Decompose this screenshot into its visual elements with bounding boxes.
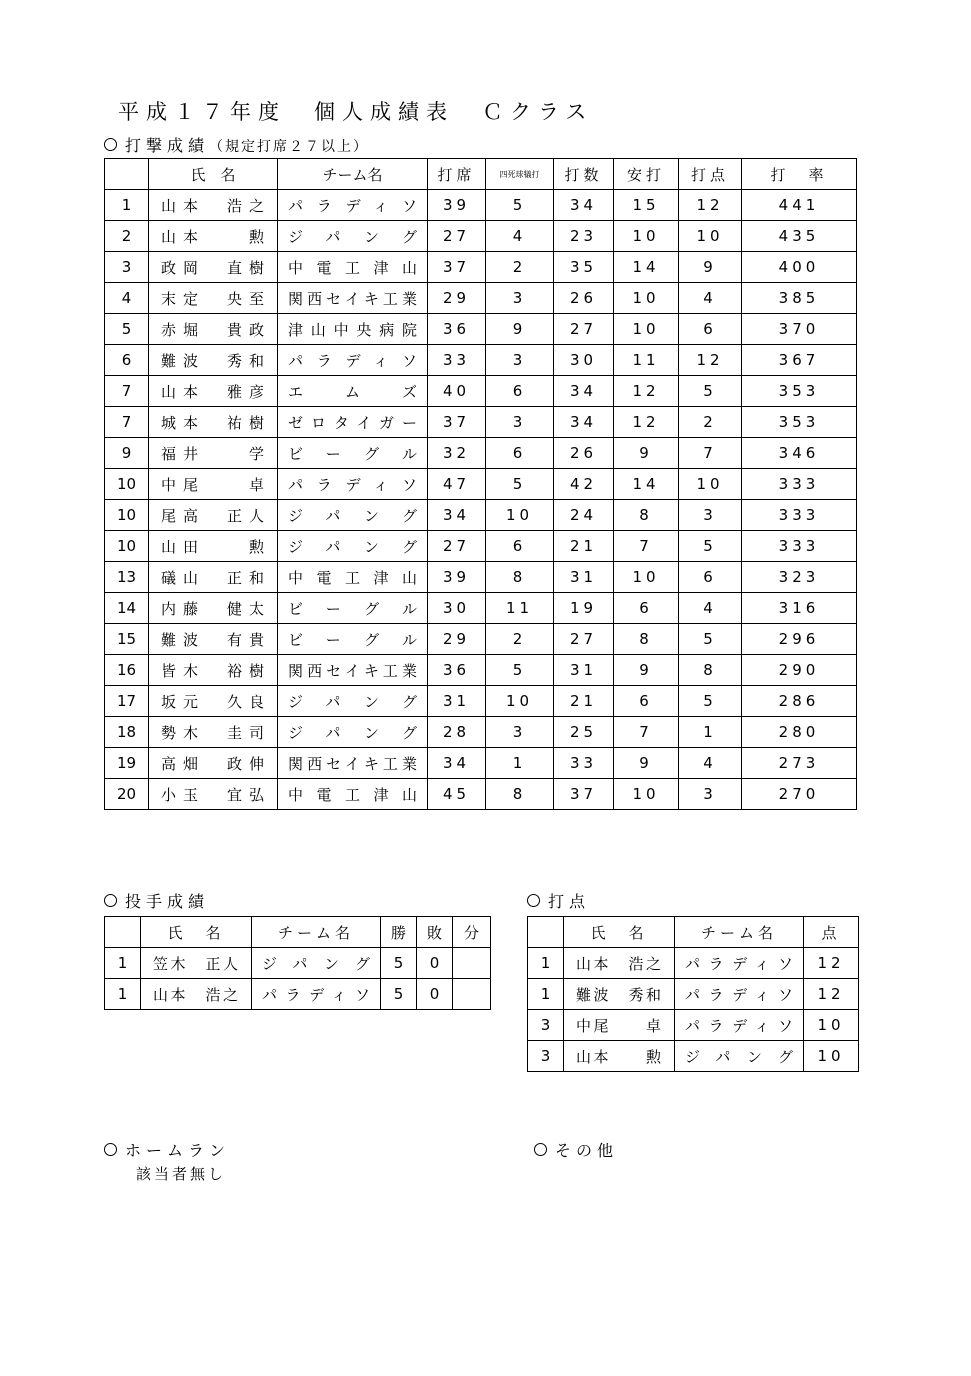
batting-cell: 6 — [486, 376, 554, 407]
rbi-header-cell — [528, 917, 564, 948]
batting-cell: 367 — [742, 345, 857, 376]
batting-cell: 6 — [614, 593, 679, 624]
pitching-cell — [453, 948, 491, 979]
batting-cell: 3 — [486, 345, 554, 376]
batting-cell: 10 — [614, 221, 679, 252]
batting-cell: 8 — [614, 500, 679, 531]
rbi-header-row — [528, 917, 859, 948]
rbi-cell: パラディソ — [675, 979, 804, 1010]
pitching-heading-label: 投手成績 — [125, 892, 210, 911]
batting-cell: 333 — [742, 500, 857, 531]
batting-cell: 25 — [554, 717, 614, 748]
batting-cell: 7 — [679, 438, 742, 469]
rbi-cell: パラディソ — [675, 948, 804, 979]
batting-cell: 39 — [428, 562, 486, 593]
batting-cell: 9 — [486, 314, 554, 345]
batting-cell: 17 — [105, 686, 149, 717]
batting-row — [105, 531, 857, 562]
rbi-cell: 中尾 卓 — [564, 1010, 675, 1041]
rbi-cell: 難波 秀和 — [564, 979, 675, 1010]
pitching-header-cell: 分 — [453, 917, 491, 948]
batting-cell: ビーグル — [278, 624, 428, 655]
batting-heading — [104, 133, 369, 156]
batting-cell: 353 — [742, 407, 857, 438]
batting-cell: 40 — [428, 376, 486, 407]
batting-cell: 316 — [742, 593, 857, 624]
batting-row — [105, 686, 857, 717]
homerun-heading — [104, 1138, 230, 1161]
circle-icon — [104, 1143, 117, 1156]
batting-cell: 270 — [742, 779, 857, 810]
batting-cell: 2 — [679, 407, 742, 438]
batting-row — [105, 376, 857, 407]
pitching-row — [105, 979, 491, 1010]
batting-cell: 12 — [614, 376, 679, 407]
batting-cell: 24 — [554, 500, 614, 531]
pitching-cell: 1 — [105, 979, 141, 1010]
batting-cell: 1 — [105, 190, 149, 221]
batting-cell: 15 — [614, 190, 679, 221]
batting-cell: 21 — [554, 531, 614, 562]
batting-cell: 29 — [428, 624, 486, 655]
batting-cell: 山本 雅彦 — [149, 376, 278, 407]
batting-cell: 5 — [486, 190, 554, 221]
rbi-cell: パラディソ — [675, 1010, 804, 1041]
rbi-row — [528, 979, 859, 1010]
rbi-cell: 10 — [804, 1041, 859, 1072]
batting-header-cell: チーム名 — [278, 159, 428, 190]
batting-row — [105, 438, 857, 469]
batting-cell: 4 — [679, 748, 742, 779]
batting-table — [104, 158, 857, 810]
batting-cell: 難波 有貴 — [149, 624, 278, 655]
batting-cell: 15 — [105, 624, 149, 655]
batting-cell: 14 — [105, 593, 149, 624]
batting-cell: 39 — [428, 190, 486, 221]
batting-row — [105, 779, 857, 810]
batting-cell: 11 — [486, 593, 554, 624]
batting-cell: ゼロタイガー — [278, 407, 428, 438]
batting-cell: 山本 勲 — [149, 221, 278, 252]
batting-cell: 12 — [614, 407, 679, 438]
batting-cell: 勢木 圭司 — [149, 717, 278, 748]
batting-cell: 13 — [105, 562, 149, 593]
batting-heading-label: 打撃成績 — [125, 136, 210, 155]
batting-cell: 9 — [679, 252, 742, 283]
batting-cell: 6 — [679, 314, 742, 345]
pitching-cell: 0 — [417, 948, 453, 979]
batting-note: （規定打席２７以上） — [209, 139, 370, 155]
rbi-header-cell: 点 — [804, 917, 859, 948]
batting-row — [105, 252, 857, 283]
rbi-heading-label: 打点 — [548, 892, 591, 911]
batting-cell: 1 — [486, 748, 554, 779]
batting-cell: パラディソ — [278, 345, 428, 376]
batting-cell: ジパング — [278, 531, 428, 562]
batting-row — [105, 314, 857, 345]
pitching-cell: 笠木 正人 — [141, 948, 252, 979]
batting-cell: 末定 央至 — [149, 283, 278, 314]
batting-cell: 29 — [428, 283, 486, 314]
batting-cell: 8 — [486, 779, 554, 810]
batting-cell: 中電工津山 — [278, 562, 428, 593]
batting-cell: 4 — [486, 221, 554, 252]
batting-cell: 4 — [679, 593, 742, 624]
batting-cell: 27 — [428, 221, 486, 252]
batting-header-cell: 打点 — [679, 159, 742, 190]
batting-cell: 441 — [742, 190, 857, 221]
batting-header-cell: 四死球犠打 — [486, 159, 554, 190]
batting-cell: 26 — [554, 283, 614, 314]
rbi-header-cell: チーム名 — [675, 917, 804, 948]
batting-cell: 12 — [679, 190, 742, 221]
batting-cell: 37 — [428, 407, 486, 438]
batting-cell: 3 — [679, 500, 742, 531]
batting-cell: 1 — [679, 717, 742, 748]
batting-cell: 19 — [105, 748, 149, 779]
batting-cell: 10 — [614, 779, 679, 810]
batting-cell: 難波 秀和 — [149, 345, 278, 376]
batting-cell: 5 — [105, 314, 149, 345]
batting-cell: 2 — [486, 624, 554, 655]
pitching-cell: 0 — [417, 979, 453, 1010]
pitching-cell: 1 — [105, 948, 141, 979]
batting-cell: 5 — [679, 624, 742, 655]
batting-cell: 385 — [742, 283, 857, 314]
batting-cell: 34 — [554, 190, 614, 221]
batting-cell: 21 — [554, 686, 614, 717]
other-heading-label: その他 — [555, 1141, 619, 1160]
pitching-cell: ジパング — [252, 948, 381, 979]
batting-cell: 10 — [614, 283, 679, 314]
batting-cell: 7 — [614, 531, 679, 562]
pitching-header-cell: 勝 — [381, 917, 417, 948]
batting-row — [105, 500, 857, 531]
batting-cell: 5 — [486, 655, 554, 686]
batting-cell: 333 — [742, 531, 857, 562]
rbi-heading — [527, 889, 590, 912]
rbi-cell: 10 — [804, 1010, 859, 1041]
homerun-heading-label: ホームラン — [125, 1141, 231, 1160]
batting-cell: 7 — [105, 407, 149, 438]
pitching-header-cell: 敗 — [417, 917, 453, 948]
batting-cell: 尾高 正人 — [149, 500, 278, 531]
batting-cell: 小玉 宜弘 — [149, 779, 278, 810]
batting-cell: 28 — [428, 717, 486, 748]
batting-cell: 9 — [614, 438, 679, 469]
batting-cell: 高畑 政伸 — [149, 748, 278, 779]
batting-cell: 19 — [554, 593, 614, 624]
batting-cell: 4 — [105, 283, 149, 314]
batting-cell: 27 — [554, 314, 614, 345]
batting-cell: 31 — [428, 686, 486, 717]
batting-cell: 400 — [742, 252, 857, 283]
pitching-row — [105, 948, 491, 979]
batting-cell: 14 — [614, 252, 679, 283]
batting-cell: 10 — [679, 469, 742, 500]
batting-cell: 10 — [614, 562, 679, 593]
batting-cell: 37 — [428, 252, 486, 283]
rbi-cell: 山本 浩之 — [564, 948, 675, 979]
rbi-cell: 1 — [528, 948, 564, 979]
batting-row — [105, 717, 857, 748]
batting-cell: 3 — [486, 407, 554, 438]
batting-cell: パラディソ — [278, 190, 428, 221]
batting-cell: 関西セイキ工業 — [278, 655, 428, 686]
batting-row — [105, 345, 857, 376]
batting-cell: 8 — [486, 562, 554, 593]
pitching-cell: 山本 浩之 — [141, 979, 252, 1010]
batting-cell: 津山中央病院 — [278, 314, 428, 345]
batting-cell: 5 — [486, 469, 554, 500]
batting-header-cell: 安打 — [614, 159, 679, 190]
batting-cell: 10 — [105, 531, 149, 562]
batting-cell: 関西セイキ工業 — [278, 283, 428, 314]
batting-cell: 中電工津山 — [278, 779, 428, 810]
batting-row — [105, 190, 857, 221]
batting-cell: 31 — [554, 655, 614, 686]
batting-header-row — [105, 159, 857, 190]
batting-cell: 山田 勲 — [149, 531, 278, 562]
batting-cell: 福井 学 — [149, 438, 278, 469]
batting-cell: 2 — [486, 252, 554, 283]
batting-cell: 9 — [614, 655, 679, 686]
batting-cell: 3 — [486, 717, 554, 748]
batting-cell: 36 — [428, 314, 486, 345]
circle-icon — [104, 138, 117, 151]
batting-cell: 10 — [105, 500, 149, 531]
batting-cell: 296 — [742, 624, 857, 655]
batting-cell: 10 — [486, 686, 554, 717]
batting-cell: 5 — [679, 376, 742, 407]
batting-cell: 30 — [554, 345, 614, 376]
batting-cell: ジパング — [278, 500, 428, 531]
batting-cell: 7 — [614, 717, 679, 748]
batting-cell: 27 — [428, 531, 486, 562]
page-title: 平成１７年度 個人成績表 Ｃクラス — [118, 100, 594, 124]
batting-cell: 34 — [428, 500, 486, 531]
pitching-cell: 5 — [381, 948, 417, 979]
batting-cell: ビーグル — [278, 438, 428, 469]
batting-cell: 10 — [679, 221, 742, 252]
pitching-cell: 5 — [381, 979, 417, 1010]
batting-cell: ジパング — [278, 221, 428, 252]
batting-cell: 政岡 直樹 — [149, 252, 278, 283]
batting-cell: 14 — [614, 469, 679, 500]
batting-cell: 47 — [428, 469, 486, 500]
batting-row — [105, 655, 857, 686]
batting-cell: 9 — [614, 748, 679, 779]
batting-cell: 3 — [679, 779, 742, 810]
rbi-row — [528, 1010, 859, 1041]
batting-cell: 関西セイキ工業 — [278, 748, 428, 779]
other-heading — [534, 1138, 618, 1161]
batting-cell: 8 — [614, 624, 679, 655]
batting-cell: 333 — [742, 469, 857, 500]
batting-cell: 273 — [742, 748, 857, 779]
batting-cell: 2 — [105, 221, 149, 252]
circle-icon — [534, 1143, 547, 1156]
pitching-cell: パラディソ — [252, 979, 381, 1010]
batting-cell: 16 — [105, 655, 149, 686]
rbi-row — [528, 1041, 859, 1072]
batting-cell: 9 — [105, 438, 149, 469]
rbi-cell: 3 — [528, 1010, 564, 1041]
batting-cell: 7 — [105, 376, 149, 407]
batting-cell: 34 — [428, 748, 486, 779]
batting-cell: 31 — [554, 562, 614, 593]
batting-cell: 33 — [428, 345, 486, 376]
batting-cell: 45 — [428, 779, 486, 810]
batting-row — [105, 283, 857, 314]
rbi-cell: 山本 勲 — [564, 1041, 675, 1072]
batting-cell: 中電工津山 — [278, 252, 428, 283]
batting-cell: エムズ — [278, 376, 428, 407]
batting-cell: 23 — [554, 221, 614, 252]
batting-cell: 皆木 裕樹 — [149, 655, 278, 686]
batting-cell: 10 — [614, 314, 679, 345]
batting-cell: 6 — [679, 562, 742, 593]
batting-cell: 37 — [554, 779, 614, 810]
batting-row — [105, 748, 857, 779]
batting-cell: 3 — [105, 252, 149, 283]
rbi-cell: 12 — [804, 979, 859, 1010]
batting-cell: 坂元 久良 — [149, 686, 278, 717]
batting-cell: 11 — [614, 345, 679, 376]
batting-cell: 35 — [554, 252, 614, 283]
batting-cell: 8 — [679, 655, 742, 686]
batting-cell: 34 — [554, 376, 614, 407]
batting-header-cell: 打席 — [428, 159, 486, 190]
batting-cell: 内藤 健太 — [149, 593, 278, 624]
pitching-header-cell: 氏 名 — [141, 917, 252, 948]
batting-cell: 33 — [554, 748, 614, 779]
batting-cell: 353 — [742, 376, 857, 407]
batting-cell: 5 — [679, 531, 742, 562]
batting-cell: 323 — [742, 562, 857, 593]
batting-cell: 286 — [742, 686, 857, 717]
batting-cell: 12 — [679, 345, 742, 376]
batting-cell: 26 — [554, 438, 614, 469]
batting-cell: 6 — [105, 345, 149, 376]
pitching-header-cell: チーム名 — [252, 917, 381, 948]
batting-cell: ジパング — [278, 686, 428, 717]
batting-header-cell: 打数 — [554, 159, 614, 190]
batting-cell: 280 — [742, 717, 857, 748]
batting-row — [105, 469, 857, 500]
batting-cell: 10 — [486, 500, 554, 531]
circle-icon — [527, 894, 540, 907]
batting-cell: 20 — [105, 779, 149, 810]
rbi-table — [527, 916, 859, 1072]
batting-cell: 3 — [486, 283, 554, 314]
batting-row — [105, 221, 857, 252]
batting-cell: 346 — [742, 438, 857, 469]
batting-cell: 435 — [742, 221, 857, 252]
rbi-cell: ジパング — [675, 1041, 804, 1072]
batting-cell: 36 — [428, 655, 486, 686]
batting-row — [105, 624, 857, 655]
batting-cell: 赤堀 貴政 — [149, 314, 278, 345]
batting-cell: 礒山 正和 — [149, 562, 278, 593]
batting-cell: 370 — [742, 314, 857, 345]
rbi-header-cell: 氏 名 — [564, 917, 675, 948]
batting-cell: 4 — [679, 283, 742, 314]
batting-cell: 6 — [614, 686, 679, 717]
batting-cell: 6 — [486, 531, 554, 562]
batting-header-cell: 氏 名 — [149, 159, 278, 190]
batting-cell: 290 — [742, 655, 857, 686]
batting-header-cell: 打 率 — [742, 159, 857, 190]
batting-cell: 中尾 卓 — [149, 469, 278, 500]
homerun-none-text: 該当者無し — [136, 1165, 227, 1183]
circle-icon — [104, 894, 117, 907]
batting-row — [105, 407, 857, 438]
batting-cell: 27 — [554, 624, 614, 655]
batting-row — [105, 593, 857, 624]
pitching-heading — [104, 889, 209, 912]
batting-cell: 42 — [554, 469, 614, 500]
rbi-cell: 12 — [804, 948, 859, 979]
batting-cell: 18 — [105, 717, 149, 748]
pitching-table — [104, 916, 491, 1010]
batting-cell: パラディソ — [278, 469, 428, 500]
batting-cell: 32 — [428, 438, 486, 469]
pitching-header-row — [105, 917, 491, 948]
rbi-cell: 3 — [528, 1041, 564, 1072]
batting-cell: ビーグル — [278, 593, 428, 624]
batting-cell: 10 — [105, 469, 149, 500]
rbi-row — [528, 948, 859, 979]
batting-cell: 30 — [428, 593, 486, 624]
batting-cell: 城本 祐樹 — [149, 407, 278, 438]
batting-cell: 5 — [679, 686, 742, 717]
batting-header-cell — [105, 159, 149, 190]
batting-row — [105, 562, 857, 593]
pitching-header-cell — [105, 917, 141, 948]
batting-cell: 34 — [554, 407, 614, 438]
batting-cell: 6 — [486, 438, 554, 469]
batting-cell: 山本 浩之 — [149, 190, 278, 221]
pitching-cell — [453, 979, 491, 1010]
rbi-cell: 1 — [528, 979, 564, 1010]
batting-cell: ジパング — [278, 717, 428, 748]
